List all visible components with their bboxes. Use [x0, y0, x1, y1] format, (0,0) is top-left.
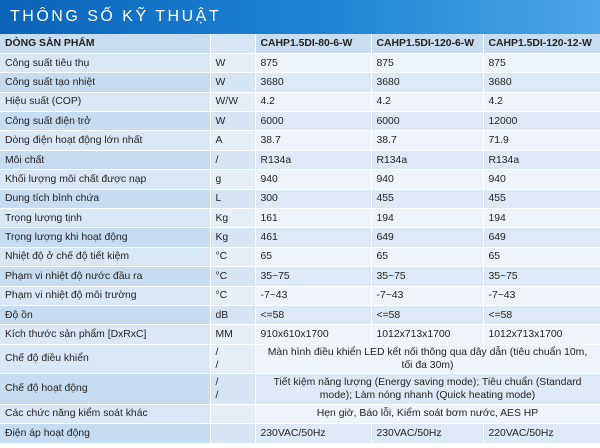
row-unit: W — [210, 112, 255, 131]
row-label: Nhiệt độ ở chế độ tiết kiệm — [0, 247, 210, 266]
row-label: Trọng lượng khi hoạt động — [0, 228, 210, 247]
table-row — [0, 305, 600, 324]
row-value-3: 220VAC/50Hz — [483, 424, 600, 443]
page-title-banner — [0, 0, 600, 34]
row-value-3: 649 — [483, 228, 600, 247]
row-label: Công suất tạo nhiệt — [0, 73, 210, 92]
row-value-3: <=58 — [483, 305, 600, 324]
row-value-2: <=58 — [371, 305, 483, 324]
row-value-1: <=58 — [255, 305, 371, 324]
row-value-1: 230VAC/50Hz — [255, 424, 371, 443]
table-row — [0, 170, 600, 189]
row-value-2: 875 — [371, 53, 483, 72]
row-value-1: 875 — [255, 53, 371, 72]
table-row — [0, 189, 600, 208]
header-unit — [210, 34, 255, 53]
row-value-merged: Màn hình điều khiển LED kết nối thông qua dây dẫn (tiêu chuẩn 10m, tối đa 30m) — [255, 344, 600, 373]
page-title: THÔNG SỐ KỸ THUẬT — [10, 8, 222, 25]
row-value-1: 3680 — [255, 73, 371, 92]
row-unit: W — [210, 53, 255, 72]
row-label: Môi chất — [0, 150, 210, 169]
row-label: Điện áp hoạt động — [0, 424, 210, 443]
row-unit — [210, 373, 255, 404]
table-row — [0, 92, 600, 111]
row-value-2: 35~75 — [371, 267, 483, 286]
table-row-operation-mode — [0, 373, 600, 404]
row-value-3: 455 — [483, 189, 600, 208]
table-row — [0, 247, 600, 266]
row-unit — [210, 404, 255, 423]
table-row-voltage — [0, 424, 600, 443]
row-value-2: 1012x713x1700 — [371, 325, 483, 344]
row-value-3: 1012x713x1700 — [483, 325, 600, 344]
row-unit: °C — [210, 247, 255, 266]
row-unit: g — [210, 170, 255, 189]
row-unit: / — [210, 150, 255, 169]
row-value-1: 6000 — [255, 112, 371, 131]
row-label: Dòng điện hoạt động lớn nhất — [0, 131, 210, 150]
row-unit: W/W — [210, 92, 255, 111]
row-unit: A — [210, 131, 255, 150]
header-model-2: CAHP1.5DI-120-6-W — [371, 34, 483, 53]
row-value-3: 4.2 — [483, 92, 600, 111]
row-value-1: 38.7 — [255, 131, 371, 150]
row-value-1: 35~75 — [255, 267, 371, 286]
row-unit-line: / — [215, 346, 219, 358]
row-value-2: -7~43 — [371, 286, 483, 305]
row-value-3: 940 — [483, 170, 600, 189]
row-value-1: 65 — [255, 247, 371, 266]
row-value-3: 71.9 — [483, 131, 600, 150]
row-unit — [210, 424, 255, 443]
row-unit: W — [210, 73, 255, 92]
row-value-3: -7~43 — [483, 286, 600, 305]
spec-table — [0, 34, 600, 444]
row-label: Trọng lượng tịnh — [0, 209, 210, 228]
row-value-2: 6000 — [371, 112, 483, 131]
row-value-3: 35~75 — [483, 267, 600, 286]
row-label: Khối lượng môi chất được nạp — [0, 170, 210, 189]
header-model-1: CAHP1.5DI-80-6-W — [255, 34, 371, 53]
row-value-2: 649 — [371, 228, 483, 247]
row-unit — [210, 344, 255, 373]
table-row — [0, 150, 600, 169]
row-label: Chế độ điều khiển — [0, 344, 210, 373]
row-value-2: 455 — [371, 189, 483, 208]
row-label: Chế độ hoạt động — [0, 373, 210, 404]
row-value-1: 461 — [255, 228, 371, 247]
table-row — [0, 131, 600, 150]
row-unit: MM — [210, 325, 255, 344]
table-row — [0, 267, 600, 286]
row-label: Công suất điện trở — [0, 112, 210, 131]
row-unit-line: / — [215, 389, 219, 401]
row-value-1: 4.2 — [255, 92, 371, 111]
row-value-1: -7~43 — [255, 286, 371, 305]
row-value-2: 38.7 — [371, 131, 483, 150]
row-value-merged: Tiết kiệm năng lượng (Energy saving mode); Tiêu chuẩn (Standard mode); Làm nóng nhanh (Quick heating mode) — [255, 373, 600, 404]
row-label: Hiệu suất (COP) — [0, 92, 210, 111]
table-row-control-mode — [0, 344, 600, 373]
row-value-2: 4.2 — [371, 92, 483, 111]
row-value-2: 194 — [371, 209, 483, 228]
row-unit: Kg — [210, 209, 255, 228]
row-value-2: 65 — [371, 247, 483, 266]
row-label: Phạm vi nhiệt độ nước đầu ra — [0, 267, 210, 286]
table-row — [0, 209, 600, 228]
row-value-2: 940 — [371, 170, 483, 189]
row-label: Các chức năng kiểm soát khác — [0, 404, 210, 423]
row-value-merged: Hẹn giờ, Báo lỗi, Kiểm soát bơm nước, AES HP — [255, 404, 600, 423]
table-row-protection — [0, 404, 600, 423]
table-row — [0, 53, 600, 72]
row-unit: °C — [210, 286, 255, 305]
row-unit-line: / — [215, 376, 219, 388]
table-row — [0, 286, 600, 305]
row-unit: L — [210, 189, 255, 208]
row-value-1: R134a — [255, 150, 371, 169]
table-row — [0, 73, 600, 92]
table-row — [0, 325, 600, 344]
row-label: Độ ồn — [0, 305, 210, 324]
row-value-1: 940 — [255, 170, 371, 189]
table-header-row — [0, 34, 600, 53]
row-value-3: 194 — [483, 209, 600, 228]
row-value-3: R134a — [483, 150, 600, 169]
header-product-line: DÒNG SẢN PHẨM — [0, 34, 210, 53]
row-value-3: 3680 — [483, 73, 600, 92]
row-value-1: 910x610x1700 — [255, 325, 371, 344]
row-value-1: 161 — [255, 209, 371, 228]
row-unit-line: / — [215, 359, 219, 371]
row-label: Kích thước sản phẩm [DxRxC] — [0, 325, 210, 344]
row-value-3: 875 — [483, 53, 600, 72]
row-label: Phạm vi nhiệt độ môi trường — [0, 286, 210, 305]
table-row — [0, 228, 600, 247]
row-value-2: R134a — [371, 150, 483, 169]
row-unit: dB — [210, 305, 255, 324]
row-value-2: 230VAC/50Hz — [371, 424, 483, 443]
row-value-3: 65 — [483, 247, 600, 266]
table-row — [0, 112, 600, 131]
row-unit: Kg — [210, 228, 255, 247]
row-label: Dung tích bình chứa — [0, 189, 210, 208]
row-value-3: 12000 — [483, 112, 600, 131]
header-model-3: CAHP1.5DI-120-12-W — [483, 34, 600, 53]
row-label: Công suất tiêu thụ — [0, 53, 210, 72]
row-value-2: 3680 — [371, 73, 483, 92]
row-unit: °C — [210, 267, 255, 286]
row-value-1: 300 — [255, 189, 371, 208]
